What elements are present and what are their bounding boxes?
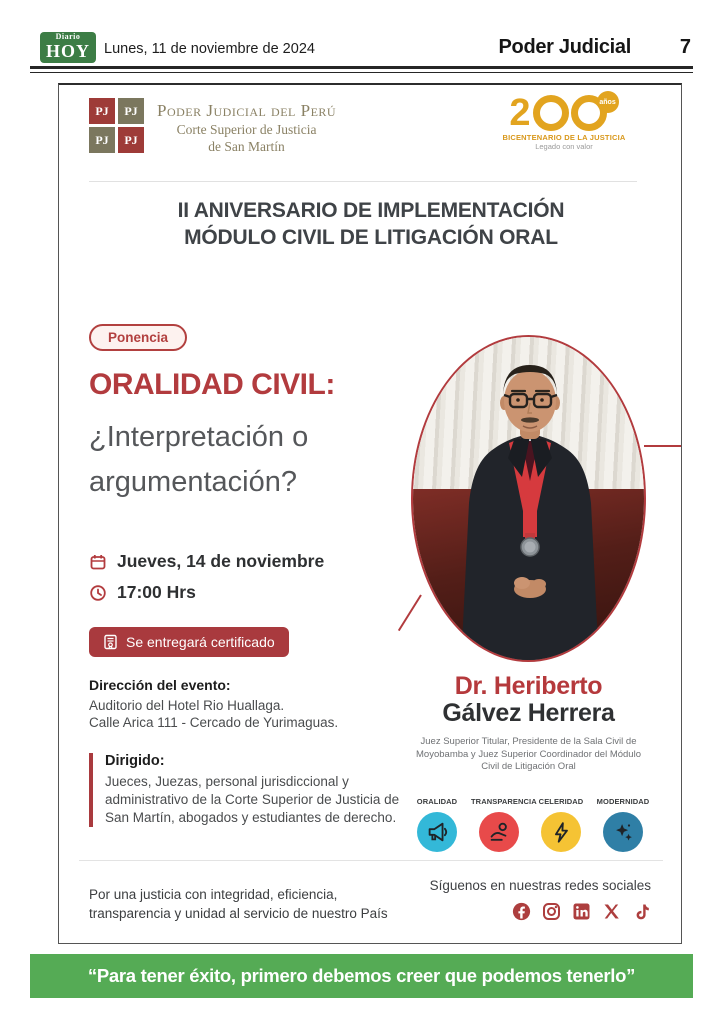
audience-block bbox=[89, 753, 405, 827]
instagram-icon bbox=[542, 902, 561, 921]
speaker-name-line2: Gálvez Herrera bbox=[442, 699, 615, 727]
value-celeridad bbox=[533, 797, 589, 852]
bicentenario-200 bbox=[499, 93, 629, 133]
values-row bbox=[409, 797, 651, 852]
clock-icon bbox=[89, 584, 107, 602]
value-oralidad bbox=[409, 797, 465, 852]
ponencia-badge: Ponencia bbox=[89, 324, 187, 351]
value-circle bbox=[417, 812, 457, 852]
value-circle bbox=[479, 812, 519, 852]
talk-title: ORALIDAD CIVIL: bbox=[89, 368, 335, 401]
date-row bbox=[89, 551, 324, 572]
event-title-line1: II ANIVERSARIO DE IMPLEMENTACIÓN bbox=[177, 199, 565, 222]
event-time: 17:00 Hrs bbox=[117, 582, 196, 602]
org-header-text bbox=[157, 101, 336, 155]
hoy-logo-main-text: HOY bbox=[45, 41, 90, 61]
header-rule-thin bbox=[30, 72, 693, 73]
speaker-bio: Juez Superior Titular, Presidente de la Sala Civil de Moyobamba y Juez Superior Coordinador del Módulo Civil de Litigación Oral bbox=[416, 736, 641, 772]
pj-logo-tile: PJ bbox=[89, 98, 115, 124]
x-icon bbox=[602, 902, 621, 921]
slogan-line2: transparencia y unidad al servicio de nuestro País bbox=[89, 906, 388, 921]
audience-label: Dirigido: bbox=[105, 753, 165, 769]
org-subtitle-line1: Corte Superior de Justicia bbox=[176, 122, 317, 137]
lightning-icon bbox=[549, 820, 573, 844]
social-icons-row bbox=[430, 902, 651, 921]
tiktok-icon bbox=[632, 902, 651, 921]
address-line2: Calle Arica 111 - Cercado de Yurimaguas. bbox=[89, 715, 339, 730]
certificate-icon bbox=[103, 634, 118, 650]
hoy-logo-top-text: Diario bbox=[55, 32, 81, 41]
header-rule-thick bbox=[30, 66, 693, 69]
quote-banner: “Para tener éxito, primero debemos creer que podemos tenerlo” bbox=[30, 954, 693, 998]
event-title bbox=[59, 197, 683, 251]
event-title-line2: MÓDULO CIVIL DE LITIGACIÓN ORAL bbox=[184, 226, 558, 249]
value-label: ORALIDAD bbox=[416, 797, 458, 806]
header-separator bbox=[89, 181, 637, 182]
slogan-line1: Por una justicia con integridad, eficiencia, bbox=[89, 887, 338, 902]
bicentenario-line2: Legado con valor bbox=[535, 142, 593, 151]
pj-logo-tile: PJ bbox=[118, 127, 144, 153]
certificate-button bbox=[89, 627, 289, 657]
poder-judicial-logo bbox=[89, 98, 144, 153]
bicentenario-line1: BICENTENARIO DE LA JUSTICIA bbox=[502, 133, 626, 142]
hand-coin-icon bbox=[487, 820, 511, 844]
bicentenario-digit: 2 bbox=[509, 92, 531, 134]
megaphone-icon bbox=[425, 820, 449, 844]
speaker-block bbox=[406, 673, 651, 774]
bicentenario-zero-icon bbox=[533, 95, 569, 131]
linkedin-icon bbox=[572, 902, 591, 921]
speaker-name-line1: Dr. Heriberto bbox=[454, 672, 603, 700]
speaker-portrait-illustration bbox=[413, 337, 646, 662]
sparkles-icon bbox=[611, 820, 635, 844]
social-block bbox=[430, 878, 651, 921]
footer-separator bbox=[79, 860, 663, 861]
address-block bbox=[89, 677, 338, 731]
edition-date: Lunes, 11 de noviembre de 2024 bbox=[104, 41, 315, 57]
address-line1: Auditorio del Hotel Rio Huallaga. bbox=[89, 698, 285, 713]
value-label: TRANSPARENCIA bbox=[471, 797, 537, 806]
certificate-button-label: Se entregará certificado bbox=[126, 634, 275, 650]
calendar-icon bbox=[89, 553, 107, 571]
event-date: Jueves, 14 de noviembre bbox=[117, 551, 325, 571]
value-circle bbox=[603, 812, 643, 852]
section-title: Poder Judicial bbox=[498, 36, 631, 58]
slogan bbox=[89, 885, 388, 923]
value-label: MODERNIDAD bbox=[596, 797, 650, 806]
pj-logo-tile: PJ bbox=[118, 98, 144, 124]
value-modernidad bbox=[595, 797, 651, 852]
social-label: Síguenos en nuestras redes sociales bbox=[429, 878, 651, 893]
talk-subtitle-line1: ¿Interpretación o bbox=[89, 421, 309, 453]
bicentenario-logo bbox=[499, 93, 629, 151]
value-transparencia bbox=[471, 797, 537, 852]
when-block bbox=[89, 551, 324, 613]
speaker-photo bbox=[411, 335, 646, 662]
pj-logo-tile: PJ bbox=[89, 127, 115, 153]
decorative-line-right bbox=[644, 445, 681, 447]
page-number: 7 bbox=[679, 36, 691, 58]
org-title: Poder Judicial del Perú bbox=[157, 101, 337, 120]
talk-subtitle bbox=[89, 415, 308, 505]
audience-text: Jueces, Juezas, personal jurisdiccional y administrativo de la Corte Superior de Justicia de San Martín, abogados y estudiantes de derecho. bbox=[105, 774, 400, 825]
value-label: CELERIDAD bbox=[538, 797, 584, 806]
time-row bbox=[89, 582, 324, 603]
address-label: Dirección del evento: bbox=[89, 677, 231, 693]
diario-hoy-logo bbox=[40, 32, 96, 63]
org-subtitle-line2: de San Martín bbox=[208, 139, 285, 154]
bicentenario-anios-badge: años bbox=[597, 91, 619, 113]
facebook-icon bbox=[512, 902, 531, 921]
talk-subtitle-line2: argumentación? bbox=[89, 466, 297, 498]
value-circle bbox=[541, 812, 581, 852]
event-flyer bbox=[58, 83, 682, 944]
